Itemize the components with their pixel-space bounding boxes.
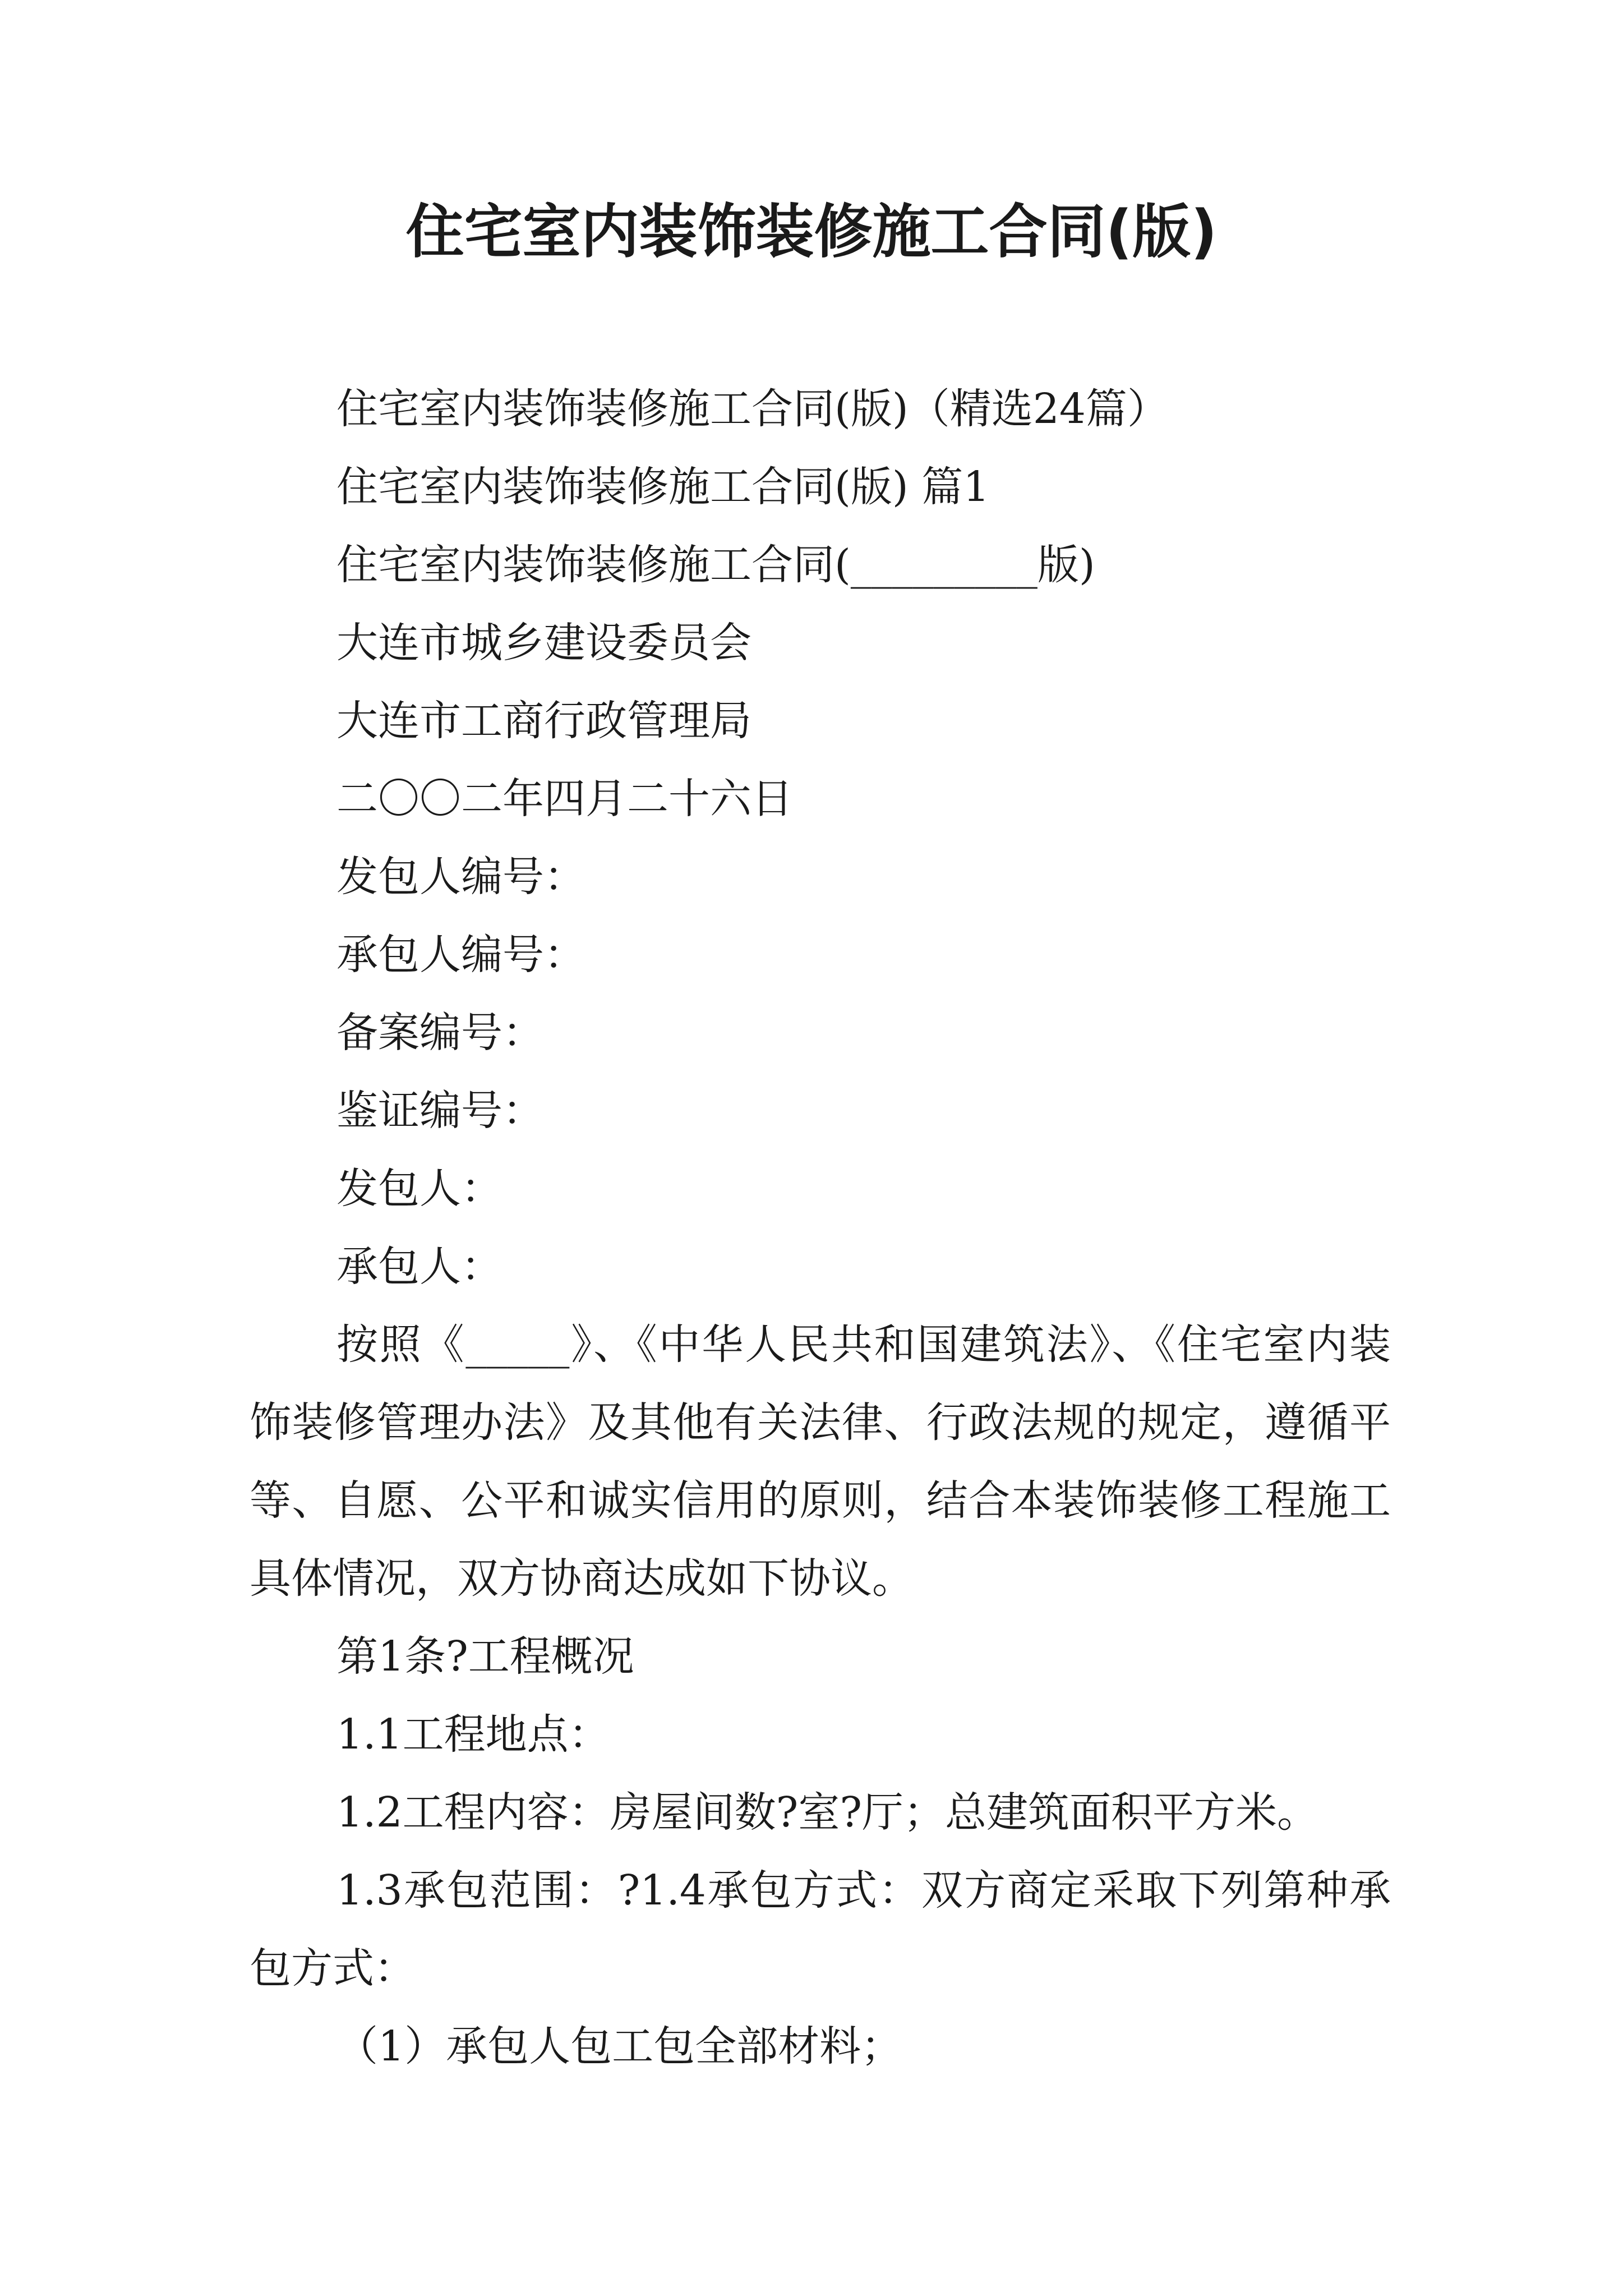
document-body: [250, 370, 1391, 2086]
article-1-heading: 第1条?工程概况: [336, 1632, 634, 1681]
text-line-date: 二〇〇二年四月二十六日: [336, 775, 793, 823]
text-line-issuer-2: 大连市工商行政管理局: [336, 697, 751, 745]
field-filing-number: 备案编号：: [336, 1009, 544, 1057]
field-contractor: 承包人：: [336, 1243, 502, 1291]
text-line-chapter-title: 住宅室内装饰装修施工合同(版) 篇1: [336, 463, 990, 511]
clause-1-3: 1.3承包范围：?1.4承包方式：双方商定采取下列第种承包方式：: [250, 1866, 1391, 1993]
text-line-contract-version: 住宅室内装饰装修施工合同(_________版): [336, 541, 1095, 589]
option-1: （1）承包人包工包全部材料；: [336, 2022, 903, 2070]
field-client: 发包人：: [336, 1165, 502, 1213]
document-title: 住宅室内装饰装修施工合同(版): [405, 197, 1218, 266]
text-line-issuer-1: 大连市城乡建设委员会: [336, 619, 751, 667]
field-attestation-number: 鉴证编号：: [336, 1087, 544, 1135]
text-line-collection-title: 住宅室内装饰装修施工合同(版)（精选24篇）: [336, 385, 1169, 433]
clause-1-2: 1.2工程内容：房屋间数?室?厅；总建筑面积平方米。: [336, 1788, 1319, 1837]
field-contractor-number: 承包人编号：: [336, 931, 585, 979]
field-client-number: 发包人编号：: [336, 853, 585, 901]
clause-1-1: 1.1工程地点：: [336, 1710, 610, 1759]
preamble-paragraph: 按照《_____》、《中华人民共和国建筑法》、《住宅室内装饰装修管理办法》及其他有关法律、行政法规的规定，遵循平等、自愿、公平和诚实信用的原则，结合本装饰装修工程施工具体情况，双方协商达成如下协议。: [250, 1320, 1391, 1603]
